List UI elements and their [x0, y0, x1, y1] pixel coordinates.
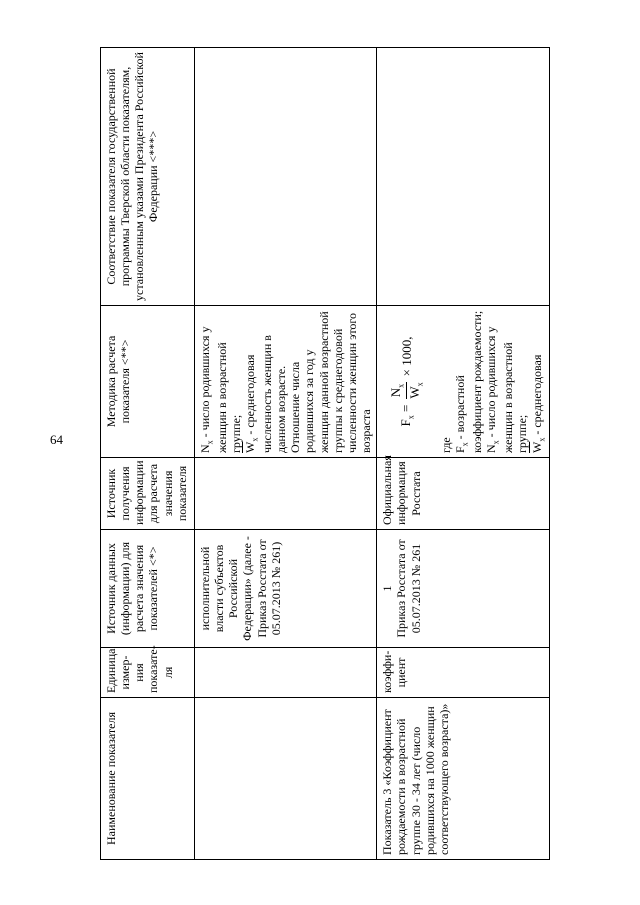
header-method: Методика расчета показателя <**> — [101, 306, 195, 458]
method-where: где — [439, 437, 454, 453]
cell-data-source: исполнительной власти субъектов Российской Федерации» (далее - Приказ Росстата от 05.07.2013 № 261) — [195, 530, 377, 648]
header-unit: Единица измер-ния показате-ля — [101, 648, 195, 698]
cell-info-source — [195, 458, 377, 530]
formula-w: W — [407, 386, 423, 399]
cell-unit — [195, 648, 377, 698]
symbol-subscript: x — [460, 442, 470, 447]
cell-compliance — [377, 48, 550, 306]
cell-name: Показатель 3 «Коэффициент рождаемости в возрастной группе 30 - 34 лет (число родившихся на 1000 женщин соответствующего возраста)» — [377, 698, 550, 860]
cell-name — [195, 698, 377, 860]
header-indicator-name: Наименование показателя — [101, 698, 195, 860]
table-row — [195, 48, 377, 860]
header-compliance: Соответствие показателя государственной программы Тверской области показателям, установленным указами Президента Российской Федерации <***> — [101, 48, 195, 306]
table-header-row — [101, 48, 195, 860]
rotated-table-container — [100, 48, 546, 860]
symbol-n: N — [484, 444, 499, 453]
symbol-f: F — [453, 446, 468, 453]
method-n-desc: - число родившихся у женщин в возрастной группе; — [484, 326, 530, 453]
method-ratio-desc: Отношение числа родившихся за год у женщин данной возрастной группы к среднегодовой численности женщин этого возраста — [288, 311, 374, 453]
method-w-desc: - среднегодовая численность женщин в данном возрасте. — [243, 335, 289, 453]
data-source-number: 1 — [380, 585, 395, 592]
symbol-subscript: x — [406, 415, 416, 420]
formula: $F_x$ = $N_x$ $W_x$ × 1000, — [388, 336, 425, 427]
method-n-desc: - число родившихся у женщин в возрастной группе; — [198, 326, 243, 453]
cell-info-source: Официальная информация Росстата — [377, 458, 550, 530]
data-source-text: Приказ Росстата от 05.07.2013 № 261 — [394, 539, 423, 638]
cell-method — [195, 306, 377, 458]
table-row — [377, 48, 550, 860]
cell-method — [377, 306, 550, 458]
page-number: 64 — [50, 432, 63, 447]
cell-compliance — [195, 48, 377, 306]
symbol-subscript: x — [415, 382, 425, 387]
cell-data-source — [377, 530, 550, 648]
formula-multiplier: × 1000, — [399, 336, 415, 377]
header-data-source: Источник данных (информации) для расчета значения показателей <*> — [101, 530, 195, 648]
formula-n: N — [388, 387, 404, 398]
header-info-source: Источник получения информации для расчета значения показателя — [101, 458, 195, 530]
symbol-subscript: x — [536, 437, 546, 442]
symbol-subscript: x — [250, 437, 260, 442]
method-f-desc: - возрастной коэффициент рождаемости; — [453, 310, 485, 453]
formula-f: F — [397, 419, 413, 427]
symbol-subscript: x — [396, 383, 406, 388]
symbol-w: W — [529, 441, 544, 453]
symbol-n: N — [198, 444, 212, 453]
cell-unit: коэффи-циент — [377, 648, 550, 698]
indicators-table — [100, 47, 550, 860]
formula-fraction — [388, 380, 425, 400]
symbol-subscript: x — [491, 440, 501, 445]
method-w-desc: - среднегодовая — [529, 354, 544, 438]
symbol-subscript: x — [205, 440, 215, 445]
symbol-w: W — [243, 441, 258, 453]
